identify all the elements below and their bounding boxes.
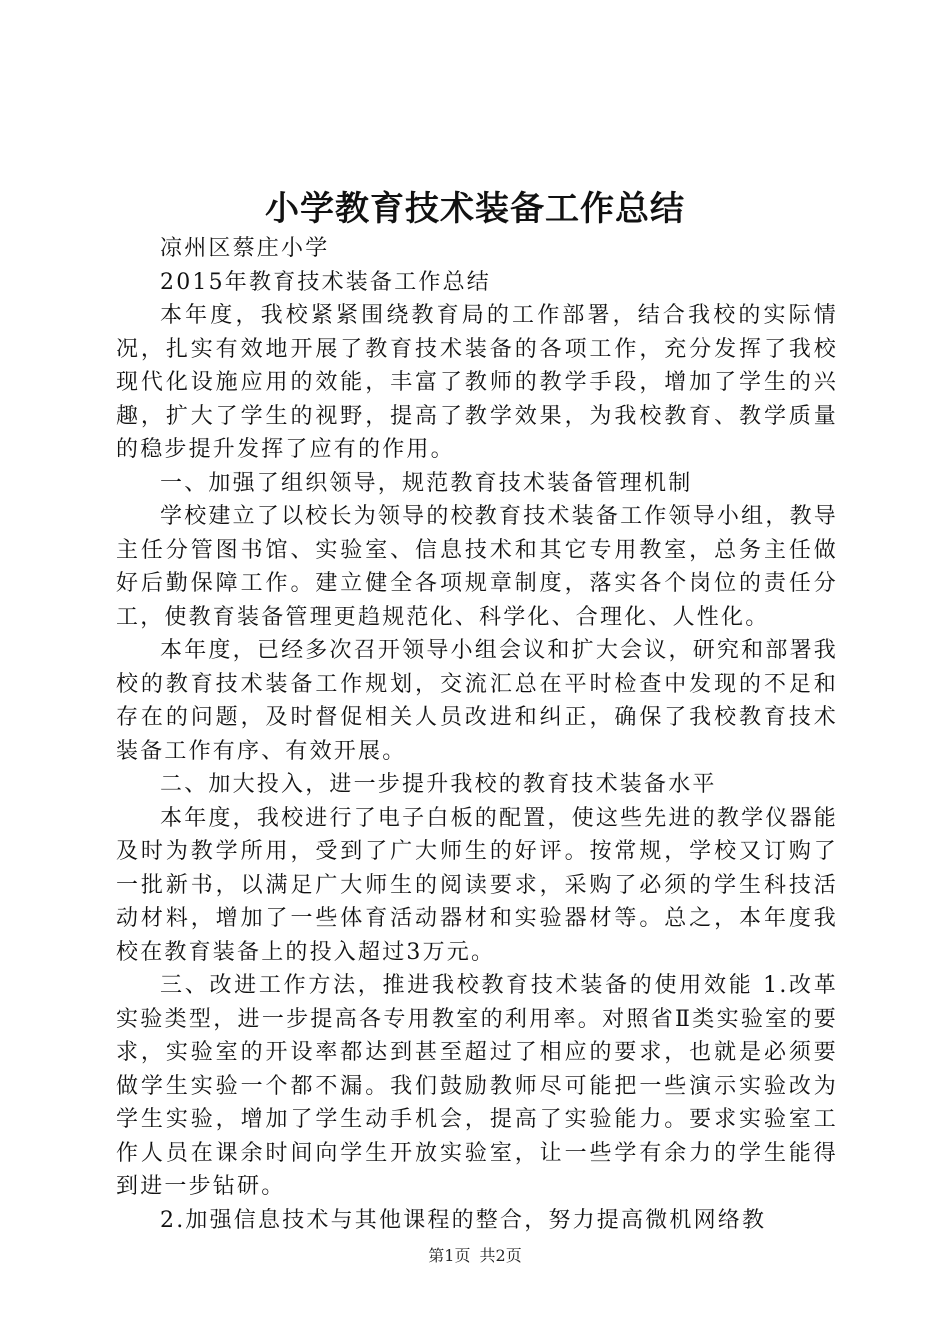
page-total: 共2页 (479, 1246, 522, 1265)
paragraph-section-1a: 学校建立了以校长为领导的校教育技术装备工作领导小组，教导主任分管图书馆、实验室、信息技术和其它专用教室，总务主任做好后勤保障工作。建立健全各项规章制度，落实各个岗位的责任分工，使教育装备管理更趋规范化、科学化、合理化、人性化。 (116, 504, 838, 630)
page-footer (0, 1245, 950, 1267)
section-heading-2: 二、加大投入，进一步提升我校的教育技术装备水平 (160, 772, 717, 797)
paragraph-section-1b: 本年度，已经多次召开领导小组会议和扩大会议，研究和部署我校的教育技术装备工作规划，交流汇总在平时检查中发现的不足和存在的问题，及时督促相关人员改进和纠正，确保了我校教育技术装备工作有序、有效开展。 (116, 638, 838, 764)
school-name: 凉州区蔡庄小学 (160, 236, 330, 261)
document-body (116, 232, 838, 1237)
section-heading-1: 一、加强了组织领导，规范教育技术装备管理机制 (160, 470, 693, 496)
page-number: 第1页 (428, 1246, 471, 1265)
paragraph-section-2: 本年度，我校进行了电子白板的配置，使这些先进的教学仪器能及时为教学所用，受到了广大师生的好评。按常规，学校又订购了一批新书，以满足广大师生的阅读要求，采购了必须的学生科技活动材料，增加了一些体育活动器材和实验器材等。总之，本年度我校在教育装备上的投入超过3万元。 (116, 805, 838, 965)
paragraph-intro: 本年度，我校紧紧围绕教育局的工作部署，结合我校的实际情况，扎实有效地开展了教育技术装备的各项工作，充分发挥了我校现代化设施应用的效能，丰富了教师的教学手段，增加了学生的兴趣，扩大了学生的视野，提高了教学效果，为我校教育、教学质量的稳步提升发挥了应有的作用。 (116, 303, 838, 462)
paragraph-section-3-item-2: 2.加强信息技术与其他课程的整合，努力提高微机网络教 (160, 1207, 767, 1233)
document-title: 小学教育技术装备工作总结 (265, 189, 685, 229)
report-subtitle: 2015年教育技术装备工作总结 (160, 269, 491, 295)
paragraph-section-3: 三、改进工作方法，推进我校教育技术装备的使用效能 1.改革实验类型，进一步提高各专用教室的利用率。对照省Ⅱ类实验室的要求，实验室的开设率都达到甚至超过了相应的要求，也就是必须要做学生实验一个都不漏。我们鼓励教师尽可能把一些演示实验改为学生实验，增加了学生动手机会，提高了实验能力。要求实验室工作人员在课余时间向学生开放实验室，让一些学有余力的学生能得到进一步钻研。 (116, 973, 838, 1199)
